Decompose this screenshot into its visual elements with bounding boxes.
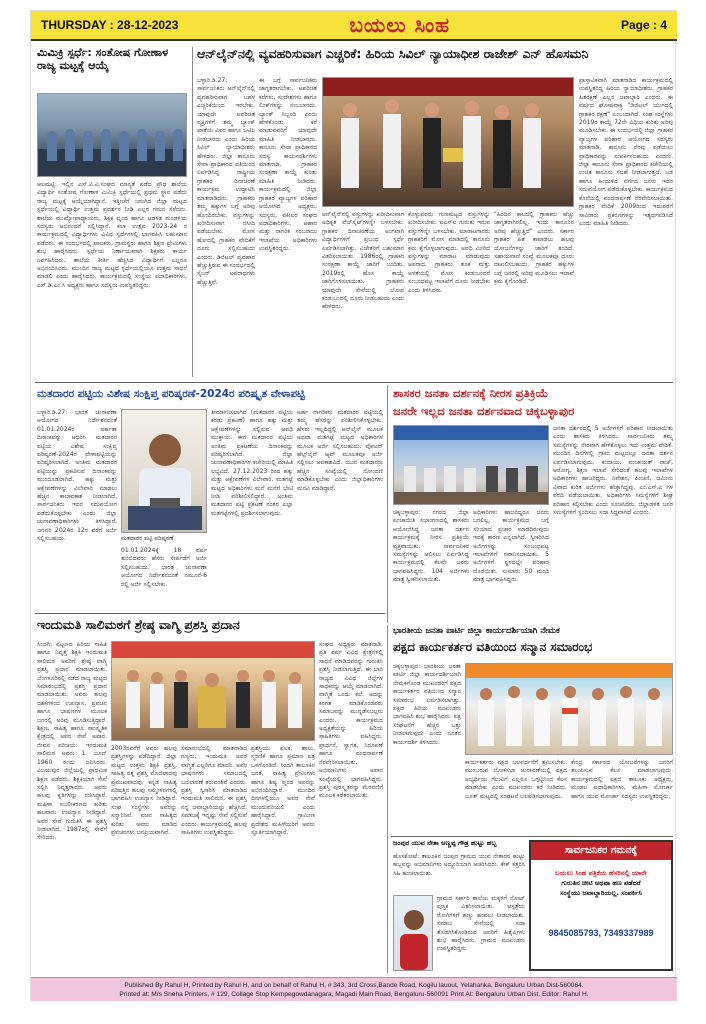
article-6-headline-2: ಪಕ್ಷದ ಕಾರ್ಯಕರ್ತರ ವತಿಯಿಂದ ಸನ್ಮಾನ ಸಮಾರಂಭ bbox=[393, 641, 593, 654]
article-5-body-col3: ಸಮಾರಂಭದಲ್ಲಿ ಮಾತನಾಡಿದ ಗಣ್ಯರು, ಇಂದುಮತಿ ಅವರ ವಾಗ್ಮಿತೆ ಎಲ್ಲರಿಗೂ ಮಾದರಿ. ಅವರ ಭಾಷಣಗಳು ಸಮಾಜದಲ್ಲಿ ಬದಲಾವಣೆ ತರುವಂತಿವೆ ಎಂದರು. ಪ್ರಶಸ್ತಿ ಸ್ವೀಕರಿಸಿ ಮಾತನಾಡಿದ ಇಂದುಮತಿ ಸಾಲಿಮಠ, ಈ ಪ್ರಶಸ್ತಿ ನನ್ನ ಜವಾಬ್ದಾರಿಯನ್ನು ಹೆಚ್ಚಿಸಿದೆ. ಸಮಾಜಕ್ಕೆ ಇನ್ನಷ್ಟು ಸೇವೆ ಸಲ್ಲಿಸುವೆ ಎಂದರು. ಕಾರ್ಯಕ್ರಮದಲ್ಲಿ ಹಲವು ಸಾಹಿತಿಗಳು ಉಪಸ್ಥಿತರಿದ್ದರು. bbox=[181, 745, 247, 837]
article-7-body-bottom: ಗ್ರಾಮದ ಸರ್ಕಾರಿ ಶಾಲೆಯ ಮಕ್ಕಳಿಗೆ ನೋಟ್ ಪುಸ್ತಕ ವಿತರಿಸಲಾಯಿತು. ಆಸ್ಪತ್ರೆಯ ರೋಗಿಗಳಿಗೆ ಹಣ್ಣು ಹಂಪಲು ನೀಡಲಾಯಿತು. ಸಮಾಜ ಸೇವೆಯಲ್ಲಿ ಸದಾ ತೊಡಗಿಸಿಕೊಂಡಿರುವ ಅವರಿಗೆ ಹಿತೈಷಿಗಳು ಶುಭ ಹಾರೈಸಿದರು. ಗ್ರಾಮದ ಮುಖಂಡರು ಉಪಸ್ಥಿತರಿದ್ದರು. bbox=[437, 895, 525, 953]
newspaper-page bbox=[30, 10, 676, 1000]
article-6-body-col3: ಕೇಂದ್ರ ಸರ್ಕಾರದ ಯೋಜನೆಗಳನ್ನು ಜನರಿಗೆ ತಲುಪಿಸುವ ಕೆಲಸ ಮಾಡಲಾಗುವುದು. ಕಾರ್ಯಕ್ರಮದಲ್ಲಿ ಪಕ್ಷದ ತಾಲೂಕು ಅಧ್ಯಕ್ಷರು, ಮಂಡಲ ಪದಾಧಿಕಾರಿಗಳು, ಮಹಿಳಾ ಮೋರ್ಚಾ ಹಾಗೂ ಯುವ ಮೋರ್ಚಾ ಸದಸ್ಯರು ಉಪಸ್ಥಿತರಿದ್ದರು. bbox=[571, 759, 673, 800]
official-portrait bbox=[122, 410, 207, 533]
article-7-body-top: ಹೊಸಕೋಟೆ: ತಾಲೂಕಿನ ಜಂಪುರ ಗ್ರಾಮದ ಯುವ ನೇತಾರರ ಹುಟ್ಟು ಹಬ್ಬವನ್ನು ಅಭಿಮಾನಿಗಳು ಅದ್ದೂರಿಯಾಗಿ ಆಚರಿಸಿದರು. ಕೇಕ್ ಕತ್ತರಿಸಿ ಸಿಹಿ ಹಂಚಲಾಯಿತು. bbox=[393, 853, 525, 877]
article-5-body-col4: ಪ್ರಶಸ್ತಿಯು ಫಲಕ, ಶಾಲು, ಸ್ಮರಣಿಕೆ ಹಾಗೂ ಪ್ರಮಾಣ ಪತ್ರ ಒಳಗೊಂಡಿದೆ. ಸಿಂದಗಿ ತಾಲೂಕಿನ ಜನತೆ, ಸಾಹಿತ್ಯ ಪ್ರೇಮಿಗಳು ಹಾಗೂ ಶಿಷ್ಯ ವೃಂದ ಅವರನ್ನು ಅಭಿನಂದಿಸಿದ್ದಾರೆ. ಮುಂದಿನ ದಿನಗಳಲ್ಲಿಯೂ ಅವರ ಸೇವೆ ಮುಂದುವರಿಯಲಿ ಎಂದು ಹಾರೈಸಿದ್ದಾರೆ. ಗ್ರಾಮೀಣ ಪ್ರದೇಶದ ಮಹಿಳೆಯರಿಗೆ ಅವರು ಸ್ಫೂರ್ತಿಯಾಗಿದ್ದಾರೆ. bbox=[251, 745, 315, 837]
felicitation-photo bbox=[466, 664, 673, 755]
newspaper-title: ಬಯಲು ಸಿಂಹ bbox=[349, 13, 450, 37]
person-portrait-icon bbox=[394, 896, 433, 971]
section-rule bbox=[35, 613, 385, 614]
article-5-body-col1: ಸಿಂದಗಿ: ಪಟ್ಟಣದ ಹಿರಿಯ ಸಾಹಿತಿ ಹಾಗೂ ನಿವೃತ್ತ ಶಿಕ್ಷಕಿ ಇಂದುಮತಿ ಸಾಲಿಮಠ ಅವರಿಗೆ ಶ್ರೇಷ್ಠ ವಾಗ್ಮಿ ಪ್ರಶಸ್ತಿ ಪ್ರದಾನ ಮಾಡಲಾಯಿತು. ಬೆಂಗಳೂರಿನಲ್ಲಿ ನಡೆದ ರಾಜ್ಯ ಮಟ್ಟದ ಸಮಾರಂಭದಲ್ಲಿ ಪ್ರಶಸ್ತಿ ಪ್ರದಾನ ಮಾಡಲಾಯಿತು. ಅವರು ಹಲವು ದಶಕಗಳಿಂದ ಉಪನ್ಯಾಸ, ಪ್ರವಚನ ಹಾಗೂ ಭಾಷಣಗಳ ಮೂಲಕ ಜನರಲ್ಲಿ ಅರಿವು ಮೂಡಿಸುತ್ತಿದ್ದಾರೆ. ಶಿಕ್ಷಣ, ಸಾಹಿತ್ಯ ಹಾಗೂ ಸಾಂಸ್ಕೃತಿಕ ಕ್ಷೇತ್ರದಲ್ಲಿ ಅವರ ಸೇವೆ ಅಪಾರ. ಜೀವನ ಪರಿಚಯ: ಇಂದುಮತಿ ಸಾಲಿಮಠ ಅವರು 1. ಜೂನ್ 1960 ರಂದು ಜನಿಸಿದರು. ವಿಜಯಪುರ ಜಿಲ್ಲೆಯಲ್ಲಿ ಪ್ರಾಥಮಿಕ ಶಿಕ್ಷಣ ಪಡೆದರು. ಶಿಕ್ಷಕಿಯಾಗಿ ಸೇವೆ ಸಲ್ಲಿಸಿ ನಿವೃತ್ತರಾದರು. ಅವರು ಹಲವು ಕೃತಿಗಳನ್ನು ರಚಿಸಿದ್ದಾರೆ. ಮಹಿಳಾ ಸಬಲೀಕರಣದ ಕುರಿತು ಹಲವಾರು ಉಪನ್ಯಾಸ ನೀಡಿದ್ದಾರೆ. ಅವರ ಸೇವೆ ಗುರುತಿಸಿ ಈ ಪ್ರಶಸ್ತಿ ನೀಡಲಾಗಿದೆ. 1987ರಲ್ಲಿ ಸೇವೆಗೆ ಸೇರಿದರು. bbox=[37, 641, 107, 842]
article-4-body-col3: ಜನತಾ ದರ್ಶನದಲ್ಲಿ 5 ಅರ್ಜಿಗಳಿಗೆ ಪರಿಹಾರ ನೀಡಲಾಯಿತು ಎಂದು ಶಾಸಕರು ತಿಳಿಸಿದರು. ಸಾರ್ವಜನಿಕರು ತಮ್ಮ ಸಮಸ್ಯೆಗಳನ್ನು ನೇರವಾಗಿ ಹೇಳಿಕೊಳ್ಳಲು ಇದು ಉತ್ತಮ ವೇದಿಕೆ. ಮುಂದಿನ ದಿನಗಳಲ್ಲಿ ಗ್ರಾಮ ಮಟ್ಟದಲ್ಲೂ ಜನತಾ ದರ್ಶನ ಏರ್ಪಡಿಸಲಾಗುವುದು. ಕಂದಾಯ, ಪಂಚಾಯತ್ ರಾಜ್, ಆರೋಗ್ಯ, ಶಿಕ್ಷಣ ಇಲಾಖೆ ಸೇರಿದಂತೆ ಹಲವು ಇಲಾಖೆಗಳ ಅಧಿಕಾರಿಗಳು ಹಾಜರಿದ್ದರು. ನಿವೇಶನ, ಪಿಂಚಣಿ, ಜಮೀನು ವಿವಾದ ಕುರಿತ ಅರ್ಜಿಗಳು ಹೆಚ್ಚಾಗಿದ್ದವು. ಎಂ.ಎಸ್.ಎ ಗಳ ವರದಿ ಪಡೆಯಲಾಯಿತು. ಅಧಿಕಾರಿಗಳು ಸಮಸ್ಯೆಗಳಿಗೆ ಶೀಘ್ರ ಪರಿಹಾರ ಕಲ್ಪಿಸಬೇಕು ಎಂದು ಸೂಚಿಸಿದರು. ಜಿಲ್ಲಾಡಳಿತ ಜನರ ಸಮಸ್ಯೆಗಳಿಗೆ ಸ್ಪಂದಿಸಲು ಸದಾ ಸಿದ್ಧವಾಗಿದೆ ಎಂದರು. bbox=[553, 425, 673, 517]
article-4-body-col2: ಅಧಿಕಾರಿಗಳು ಹಾಜರಿದ್ದರೂ ಜನರು ಬರಲಿಲ್ಲ. ಕಾರ್ಯಕ್ರಮದ ಬಗ್ಗೆ ಸರಿಯಾದ ಪ್ರಚಾರ ಮಾಡದಿರುವುದು ಇದಕ್ಕೆ ಕಾರಣ ಎನ್ನಲಾಗಿದೆ. ಸ್ವೀಕರಿಸಿದ ಅರ್ಜಿಗಳನ್ನು ಸಂಬಂಧಪಟ್ಟ ಇಲಾಖೆಗಳಿಗೆ ರವಾನಿಸಲಾಯಿತು. 5 ಅರ್ಜಿಗಳಿಗೆ ಸ್ಥಳದಲ್ಲೇ ಪರಿಹಾರ ದೊರೆಯಿತು. ಸುಮಾರು 50 ಮಂದಿ ಮಾತ್ರ ಭಾಗವಹಿಸಿದ್ದರು. bbox=[473, 509, 549, 584]
article-1-photo bbox=[37, 93, 187, 177]
article-2-photo bbox=[322, 77, 574, 207]
section-rule bbox=[35, 382, 673, 383]
article-6-headline-1: ಭಾರತೀಯ ಜನತಾ ಪಾರ್ಟಿ ಜಿಲ್ಲಾ ಕಾರ್ಯದರ್ಶಿಯಾಗಿ ನೇಮಕ bbox=[393, 627, 560, 636]
public-meeting-photo bbox=[394, 426, 549, 505]
ceremony-photo-figures bbox=[323, 78, 574, 207]
column-divider bbox=[192, 47, 193, 377]
group-photo-figures bbox=[38, 94, 187, 177]
article-3-photo-caption: ಮತದಾರರ ಪಟ್ಟಿ ಪರಿಷ್ಕರಣೆ bbox=[121, 535, 174, 542]
imprint-line-1: Published By Rahul H, Printed by Rahul H, and on behalf of Rahul H, # 343, 3rd Cross,Bande Road, Kogilu lauout, Yelahanka, Bengaluru Urban Dist-560064. bbox=[124, 982, 584, 989]
article-4-headline-2: ಜನರೇ ಇಲ್ಲದ ಜನತಾ ದರ್ಶನವಾದ ಚಿಕ್ಕಬಳ್ಳಾಪುರ bbox=[393, 405, 575, 418]
article-4-photo bbox=[393, 425, 549, 505]
page-number: Page : 4 bbox=[620, 18, 667, 32]
article-7-portrait bbox=[393, 895, 433, 971]
article-2-body-col4: ಕೊಳ್ಳುವವರು ಗುಣಮಟ್ಟದ ವಸ್ತುಗಳನ್ನು ಖರೀದಿಸಬೇಕು. ಐಎಸ್‌ಐ ಗುರುತು ಇರುವ ವಸ್ತುಗಳನ್ನೇ ಬಳಸಬೇಕು. ಮಾರಾಟಗಾರರು ಗ್ರಾಹಕರಿಗೆ ಮೋಸ ಮಾಡಿದಲ್ಲಿ ಕಾನೂನು ಕ್ರಮ ಕೈಗೊಳ್ಳಲಾಗುವುದು. ಅವಧಿ ಮೀರಿದ ವಸ್ತುಗಳನ್ನು ಮಾರಾಟ ಮಾಡುವುದು ಅಪರಾಧ. ಗ್ರಾಹಕರು ತೂಕ ಮತ್ತು ಅಳತೆಯಲ್ಲಿ ಮೋಸ ಕಂಡುಬಂದರೆ ಸಂಬಂಧಪಟ್ಟ ಇಲಾಖೆಗೆ ದೂರು ನೀಡಬೇಕು ಎಂದು ತಿಳಿಸಿದರು. bbox=[408, 211, 490, 294]
ad-line-3: ಸಂಸ್ಥೆಯು ಜವಾಬ್ದಾರಿಯಲ್ಲ. ಸಂಪರ್ಕಿಸಿ bbox=[560, 889, 642, 897]
imprint-footer bbox=[31, 977, 677, 1001]
article-2-body-col6: ಪ್ರಾಸ್ತಾವಿಕವಾಗಿ ಮಾತನಾಡಿದ ಕಾರ್ಯಕ್ರಮದಲ್ಲಿ ಉಪಸ್ಥಿತರಿದ್ದ ಹಿರಿಯ ನ್ಯಾಯಾಧೀಶರು, ಗ್ರಾಹಕರ ಹಿತರಕ್ಷಣೆ ಎಲ್ಲರ ಜವಾಬ್ದಾರಿ ಎಂದರು. ಈ ವರ್ಷದ ಘೋಷವಾಕ್ಯ "ಡಿಜಿಟಲ್ ಯುಗದಲ್ಲಿ ಗ್ರಾಹಕರ ರಕ್ಷಣೆ" ಎಂಬುದಾಗಿದೆ. ಸಂಘ ಸಂಸ್ಥೆಗಳು 2019ರ ಕಾಯ್ದೆ 72ನೇ ವಿಧಿಯ ಕುರಿತು ಅರಿವು ಮೂಡಿಸಬೇಕು. ಈ ಸಂದರ್ಭದಲ್ಲಿ ಜಿಲ್ಲಾ ಗ್ರಾಹಕರ ವ್ಯಾಜ್ಯಗಳ ಪರಿಹಾರ ಆಯೋಗದ ಸದಸ್ಯರು ಮಾತನಾಡಿ, ಕಾನೂನು ನೆರವು ಪಡೆಯಲು ಪ್ರಾಧಿಕಾರವನ್ನು ಸಂಪರ್ಕಿಸಬಹುದು ಎಂದರು. ಜಿಲ್ಲಾ ಕಾನೂನು ಸೇವಾ ಪ್ರಾಧಿಕಾರದ ಕಚೇರಿಯಲ್ಲಿ ಉಚಿತ ಕಾನೂನು ಸಲಹೆ ನೀಡಲಾಗುತ್ತದೆ. ಬಡ ಹಾಗೂ ಹಿಂದುಳಿದ ವರ್ಗದ ಜನರು ಇದರ ಸದುಪಯೋಗ ಪಡೆದುಕೊಳ್ಳಬೇಕು. ಕಾರ್ಯಕ್ರಮದ ಕೊನೆಯಲ್ಲಿ ವಂದನಾರ್ಪಣೆ ನೆರವೇರಿಸಲಾಯಿತು. ಗ್ರಾಹಕರ ವೇದಿಕೆ 2009ರಿಂದ ಇದುವರೆಗೆ ಸಾವಿರಾರು ಪ್ರಕರಣಗಳನ್ನು ಇತ್ಯರ್ಥಪಡಿಸಿದೆ ಎಂದು ಮಾಹಿತಿ ನೀಡಿದರು. bbox=[579, 77, 673, 227]
article-5-headline: ಇಂದುಮತಿ ಸಾಲಿಮಠಗೆ ಶ್ರೇಷ್ಠ ವಾಗ್ಮಿ ಪ್ರಶಸ್ತಿ ಪ್ರದಾನ bbox=[37, 618, 240, 632]
award-ceremony-photo bbox=[112, 642, 315, 741]
article-3-headline: ಮತದಾರರ ಪಟ್ಟಿಯ ವಿಶೇಷ ಸಂಕ್ಷಿಪ್ತ ಪರಿಷ್ಕರಣೆ-2024ರ ಪರಿಷ್ಕೃತ ವೇಳಾಪಟ್ಟಿ bbox=[37, 388, 305, 400]
article-2-body-col1: ಬಳ್ಳಾರಿ.ಡಿ.27: ಸಾರ್ವಜನಿಕರು ಆನ್‌ಲೈನ್‌ನಲ್ಲಿ ವ್ಯವಹರಿಸುವಾಗ ಬಹಳ ಎಚ್ಚರಿಕೆಯಿಂದ ಇರಬೇಕು. ಯಾವುದೇ ಅಪರಿಚಿತ ವ್ಯಕ್ತಿಗಳಿಗೆ ತಮ್ಮ ಬ್ಯಾಂಕ್ ಖಾತೆಯ ವಿವರ ಹಾಗೂ ಒಟಿಪಿ ನೀಡಬಾರದು ಎಂದು ಹಿರಿಯ ಸಿವಿಲ್ ನ್ಯಾಯಾಧೀಶರು ಹೇಳಿದರು. ಜಿಲ್ಲಾ ಕಾನೂನು ಸೇವಾ ಪ್ರಾಧಿಕಾರದ ವತಿಯಿಂದ ಏರ್ಪಡಿಸಿದ್ದ ರಾಷ್ಟ್ರೀಯ ಗ್ರಾಹಕರ ದಿನಾಚರಣೆ ಕಾರ್ಯಕ್ರಮ ಉದ್ಘಾಟಿಸಿ ಮಾತನಾಡಿದರು. ಗ್ರಾಹಕರು ತಮ್ಮ ಹಕ್ಕುಗಳ ಬಗ್ಗೆ ಅರಿವು ಹೊಂದಿರಬೇಕು. ವಸ್ತುಗಳನ್ನು ಖರೀದಿಸುವಾಗ ರಸೀದಿ ಪಡೆಯಬೇಕು. ಮೋಸ ಹೋದಲ್ಲಿ ಗ್ರಾಹಕರ ವೇದಿಕೆಗೆ ದೂರು ಸಲ್ಲಿಸಬಹುದು ಎಂದರು. ಡಿಜಿಟಲ್ ವ್ಯವಹಾರ ಹೆಚ್ಚುತ್ತಿರುವ ಈ ಸಂದರ್ಭದಲ್ಲಿ ಸೈಬರ್ ಅಪರಾಧಗಳು ಹೆಚ್ಚುತ್ತಿವೆ. bbox=[197, 77, 255, 286]
column-divider bbox=[387, 625, 388, 973]
article-3-body-col4: ಅರ್ಹ ನಾಗರಿಕರು ಮತದಾರರ ಪಟ್ಟಿಯಲ್ಲಿ ತಮ್ಮ ಹೆಸರನ್ನು ಪರಿಶೀಲಿಸಿಕೊಳ್ಳಬೇಕು. ಹೆಸರು ಇಲ್ಲದಿದ್ದಲ್ಲಿ ಆನ್‌ಲೈನ್ ಮೂಲಕ ಅಥವಾ ಮತಗಟ್ಟೆ ಮಟ್ಟದ ಅಧಿಕಾರಿಗಳ ಮೂಲಕ ಅರ್ಜಿ ಸಲ್ಲಿಸಬಹುದು. ವೋಟರ್ ಹೆಲ್ಪ್‌ಲೈನ್ ಆ್ಯಪ್ ಮೂಲಕವೂ ಅರ್ಜಿ ಸಲ್ಲಿಸಲು ಅವಕಾಶವಿದೆ. ಯುವ ಮತದಾರರು ಹೆಚ್ಚಿನ ಸಂಖ್ಯೆಯಲ್ಲಿ ನೋಂದಣಿ ಮಾಡಿಕೊಳ್ಳಬೇಕು ಎಂದು ಜಿಲ್ಲಾಧಿಕಾರಿಗಳು ಮನವಿ ಮಾಡಿದ್ದಾರೆ. bbox=[297, 409, 383, 492]
column-divider bbox=[387, 385, 388, 623]
article-4-headline-1: ಶಾಸಕರ ಜನತಾ ದರ್ಶನಕ್ಕೆ ನೀರಸ ಪ್ರತಿಕ್ರಿಯೆ bbox=[393, 387, 549, 400]
article-5-body-col2: 2003ರವರೆಗೆ ಅವರು ಹಲವು ಪ್ರಶಸ್ತಿಗಳನ್ನು ಪಡೆದಿದ್ದಾರೆ. ಜಿಲ್ಲಾ ಮಟ್ಟದ ಉತ್ತಮ ಶಿಕ್ಷಕಿ ಪ್ರಶಸ್ತಿ, ಸಾಹಿತ್ಯ ರತ್ನ ಪ್ರಶಸ್ತಿ ಮೊದಲಾದವು ಪ್ರಮುಖವಾದವು. ಕನ್ನಡ ಸಾಹಿತ್ಯ ಪರಿಷತ್ತಿನ ಹಲವು ಸಮ್ಮೇಳನಗಳಲ್ಲಿ ಭಾಗವಹಿಸಿ ಉಪನ್ಯಾಸ ನೀಡಿದ್ದಾರೆ. ಸಂಘ ಸಂಸ್ಥೆಗಳು ಅವರನ್ನು ಸನ್ಮಾನಿಸಿವೆ. ವಚನ ಸಾಹಿತ್ಯದ ಕುರಿತು ಅವರು ಮಾಡಿದ ಪ್ರವಚನಗಳು ಜನಪ್ರಿಯವಾಗಿವೆ. bbox=[111, 745, 177, 837]
article-2-headline: ಆನ್‌ಲೈನ್‌ನಲ್ಲಿ ವ್ಯವಹರಿಸುವಾಗ ಎಚ್ಚರಿಕೆ: ಹಿರಿಯ ಸಿವಿಲ್ ನ್ಯಾಯಾಧೀಶ ರಾಜೇಶ್ ಎನ್ ಹೊಸಮನಿ bbox=[197, 47, 589, 61]
article-2-body-col2: ಈ ಬಗ್ಗೆ ಸಾರ್ವಜನಿಕರು ಜಾಗೃತರಾಗಬೇಕು. ಅಪರಿಚಿತ ಕರೆಗಳು, ಸಂದೇಶಗಳು ಹಾಗೂ ಲಿಂಕ್‌ಗಳನ್ನು ನಂಬಬಾರದು. ಬ್ಯಾಂಕ್ ಸಿಬ್ಬಂದಿ ಎಂದು ಹೇಳಿಕೊಂಡು ಕರೆ ಮಾಡುವವರಿಗೆ ಯಾವುದೇ ಮಾಹಿತಿ ನೀಡಬಾರದು. ಕಾನೂನು ಸೇವಾ ಪ್ರಾಧಿಕಾರದ ಸದಸ್ಯ ಕಾರ್ಯದರ್ಶಿಗಳು ಮಾತನಾಡಿ, ಗ್ರಾಹಕರ ಸಂರಕ್ಷಣಾ ಕಾಯ್ದೆ ಕುರಿತು ಮಾಹಿತಿ ನೀಡಿದರು. ಕಾರ್ಯಕ್ರಮದಲ್ಲಿ ಜಿಲ್ಲಾ ಗ್ರಾಹಕರ ವ್ಯಾಜ್ಯಗಳ ಪರಿಹಾರ ಆಯೋಗದ ಅಧ್ಯಕ್ಷರು, ಸದಸ್ಯರು, ವಕೀಲರ ಸಂಘದ ಪದಾಧಿಕಾರಿಗಳು, ಆಹಾರ ಮತ್ತು ನಾಗರಿಕ ಸರಬರಾಜು ಇಲಾಖೆಯ ಅಧಿಕಾರಿಗಳು ಉಪಸ್ಥಿತರಿದ್ದರು. bbox=[259, 77, 317, 253]
issue-date: THURSDAY : 28-12-2023 bbox=[41, 18, 179, 32]
article-3-body-col1: ಬಳ್ಳಾರಿ.ಡಿ.27: ಭಾರತ ಚುನಾವಣಾ ಆಯೋಗದ ನಿರ್ದೇಶನದಂತೆ 01.01.2024ರ ಅರ್ಹತಾ ದಿನಾಂಕವನ್ನು ಆಧರಿಸಿ ಮತದಾರರ ಪಟ್ಟಿಯ ವಿಶೇಷ ಸಂಕ್ಷಿಪ್ತ ಪರಿಷ್ಕರಣೆ-2024ರ ವೇಳಾಪಟ್ಟಿಯನ್ನು ಪರಿಷ್ಕರಿಸಲಾಗಿದೆ. ಅಂತಿಮ ಮತದಾರರ ಪಟ್ಟಿಯನ್ನು ಪ್ರಕಟಿಸುವ ದಿನಾಂಕವನ್ನು ಮುಂದೂಡಲಾಗಿದೆ. ಹಕ್ಕು ಮತ್ತು ಆಕ್ಷೇಪಣೆಗಳನ್ನು ವಿಲೇವಾರಿ ಮಾಡಲು ಹೆಚ್ಚಿನ ಕಾಲಾವಕಾಶ ನೀಡಲಾಗಿದೆ. ಸಾರ್ವಜನಿಕರು ಇದರ ಸದುಪಯೋಗ ಪಡೆದುಕೊಳ್ಳಬೇಕು ಎಂದು ಜಿಲ್ಲಾ ಚುನಾವಣಾಧಿಕಾರಿಗಳು ತಿಳಿಸಿದ್ದಾರೆ. ಜನವರಿ 2024ರ 12ರ ವರೆಗೆ ಅರ್ಜಿ ಸಲ್ಲಿಸಬಹುದು. bbox=[37, 409, 117, 543]
article-3-photo bbox=[121, 409, 207, 533]
article-6-body-col1: ಚಿಕ್ಕಬಳ್ಳಾಪುರ: ಭಾರತೀಯ ಜನತಾ ಪಾರ್ಟಿ ಜಿಲ್ಲಾ ಕಾರ್ಯದರ್ಶಿಯಾಗಿ ನೇಮಕಗೊಂಡ ಮುಖಂಡರಿಗೆ ಪಕ್ಷದ ಕಾರ್ಯಕರ್ತರ ವತಿಯಿಂದ ಸನ್ಮಾನ ಸಮಾರಂಭ ಏರ್ಪಡಿಸಲಾಗಿತ್ತು. ಪಕ್ಷದ ಹಿರಿಯ ಮುಖಂಡರು ಭಾಗವಹಿಸಿ ಶುಭ ಹಾರೈಸಿದರು. ಪಕ್ಷ ಸಂಘಟನೆಗೆ ಹೆಚ್ಚಿನ ಒತ್ತು ನೀಡಲಾಗುವುದು ಎಂದು ನೂತನ ಕಾರ್ಯದರ್ಶಿ ತಿಳಿಸಿದರು. bbox=[393, 663, 461, 746]
ad-line-1: ಬಯಲು ಸಿಂಹ ಪತ್ರಿಕೆಯ ಹೆಸರಿನಲ್ಲಿ ಯಾರೇ bbox=[555, 869, 647, 877]
public-notice-ad bbox=[529, 840, 673, 971]
article-4-body-col1: ಚಿಕ್ಕಬಳ್ಳಾಪುರ: ನಗರದ ಜಿಲ್ಲಾ ಪಂಚಾಯಿತಿ ಸಭಾಂಗಣದಲ್ಲಿ ಶಾಸಕರು ಆಯೋಜಿಸಿದ್ದ ಜನತಾ ದರ್ಶನ ಕಾರ್ಯಕ್ರಮಕ್ಕೆ ನೀರಸ ಪ್ರತಿಕ್ರಿಯೆ ವ್ಯಕ್ತವಾಯಿತು. ಸಾರ್ವಜನಿಕರ ಸಮಸ್ಯೆಗಳನ್ನು ಆಲಿಸಲು ಏರ್ಪಡಿಸಿದ್ದ ಕಾರ್ಯಕ್ರಮದಲ್ಲಿ ಕೆಲವೇ ಜನರು ಭಾಗವಹಿಸಿದ್ದರು. 104 ಅರ್ಜಿಗಳು ಮಾತ್ರ ಸ್ವೀಕರಿಸಲಾಯಿತು. bbox=[393, 509, 469, 584]
article-2-body-col3: ಆನ್‌ಲೈನ್‌ನಲ್ಲಿ ವಸ್ತುಗಳನ್ನು ಖರೀದಿಸುವಾಗ ಅಧಿಕೃತ ವೆಬ್‌ಸೈಟ್‌ಗಳನ್ನೇ ಬಳಸಬೇಕು. ಗ್ರಾಹಕರ ದಿನಾಚರಣೆಯ ಅಂಗವಾಗಿ ವಿದ್ಯಾರ್ಥಿಗಳಿಗೆ ಪ್ರಬಂಧ ಸ್ಪರ್ಧೆ ಏರ್ಪಡಿಸಲಾಗಿತ್ತು. ವಿಜೇತರಿಗೆ ಬಹುಮಾನ ವಿತರಿಸಲಾಯಿತು. 1986ರಲ್ಲಿ ಗ್ರಾಹಕರ ಸಂರಕ್ಷಣಾ ಕಾಯ್ದೆ ಜಾರಿಗೆ ಬಂದಿತು. 2019ರಲ್ಲಿ ಹೊಸ ಕಾಯ್ದೆ ಜಾರಿಗೊಳಿಸಲಾಯಿತು. ಗ್ರಾಹಕರು ಯಾವುದೇ ಸೇವೆಯಲ್ಲಿ ಲೋಪ ಕಂಡುಬಂದಲ್ಲಿ ದೂರು ನೀಡಬಹುದು ಎಂದು ಹೇಳಿದರು. bbox=[322, 211, 404, 311]
article-7-headline: ಜಂಪುರ ಯುವ ನೇತಾ ಅಣ್ಣಪ್ಪ ಗೌಡ್ರ ಹುಟ್ಟು ಹಬ್ಬ bbox=[393, 840, 497, 847]
article-6-body-col2: ಕಾರ್ಯಕರ್ತರು ಪಕ್ಷದ ಬಲವರ್ಧನೆಗೆ ಶ್ರಮಿಸಬೇಕು. ಮುಂಬರುವ ಲೋಕಸಭಾ ಚುನಾವಣೆಯಲ್ಲಿ ಪಕ್ಷದ ಅಭ್ಯರ್ಥಿಯ ಗೆಲುವಿಗೆ ಎಲ್ಲರೂ ಒಗ್ಗಟ್ಟಿನಿಂದ ಕೆಲಸ ಮಾಡಬೇಕು ಎಂದು ಮುಖಂಡರು ಕರೆ ನೀಡಿದರು. ಬೂತ್ ಮಟ್ಟದಲ್ಲಿ ಸಂಘಟನೆ ಬಲಪಡಿಸಲಾಗುವುದು. bbox=[465, 759, 567, 800]
article-6-photo bbox=[465, 663, 673, 755]
ad-title: ಸಾರ್ವಜನಿಕರ ಗಮನಕ್ಕೆ bbox=[531, 842, 671, 860]
article-3-body-col3: ತೀರ್ಮಾನಿಸಲಾಗಿದೆ (ಮತದಾರರ ಪಟ್ಟಿಯ ಕರಡು ಪ್ರಕಟಣೆ) ಹಾಗೂ ಹಕ್ಕು ಮತ್ತು ಆಕ್ಷೇಪಣೆಗಳನ್ನು ಸಲ್ಲಿಸುವ ಅವಧಿ ಮುಕ್ತಾಯ. ಈಗ ಮತದಾರರ ಪಟ್ಟಿಯ ಅಂತಿಮ ಪ್ರಕಟಣೆಯ ದಿನಾಂಕವನ್ನು ಪರಿಷ್ಕರಿಸಲಾಗಿದೆ. ಜಿಲ್ಲಾ ಚುನಾವಣಾಧಿಕಾರಿಗಳ ಕಚೇರಿಯಲ್ಲಿ ಮಾಹಿತಿ ಲಭ್ಯವಿದೆ. 27.12.2023 ರಿಂದ ಹಕ್ಕು ಮತ್ತು ಆಕ್ಷೇಪಣೆಗಳ ವಿಲೇವಾರಿ. ಮತಗಟ್ಟೆ ಮಟ್ಟದ ಅಧಿಕಾರಿಗಳು ಮನೆ ಮನೆಗೆ ಭೇಟಿ ನೀಡಿ ಪರಿಶೀಲಿಸಲಿದ್ದಾರೆ. ಅಂತಿಮ ಮತದಾರರ ಪಟ್ಟಿ ಪ್ರಕಟಣೆ ನಂತರ ಎಲ್ಲಾ ಮತಗಟ್ಟೆಗಳಲ್ಲಿ ಪ್ರದರ್ಶಿಸಲಾಗುವುದು. bbox=[211, 409, 293, 517]
imprint-line-2: Printed at: M/s Sneha Printers, # 129, Collage Stop Kempegowdanagara, Magadi Main Road, Bengaluru-560091 Print At: Bengaluru Urban Dist. Editor: Rahul H. bbox=[119, 991, 589, 998]
masthead bbox=[31, 11, 677, 41]
section-rule bbox=[391, 836, 673, 837]
article-1-headline: ಮಿಮಿಕ್ರಿ ಸ್ಪರ್ಧೆ: ಸಂತೋಷ ಗೋಣಾಳ ರಾಜ್ಯ ಮಟ್ಟಕ್ಕೆ ಆಯ್ಕೆ bbox=[37, 47, 169, 72]
article-2-body-col5: "ಹಿಂದಿನ ಕಾಲದಲ್ಲಿ ಗ್ರಾಹಕರು ಹೆಚ್ಚು ಜಾಗೃತರಾಗಿರಲಿಲ್ಲ. ಇಂದು ಕಾನೂನಿನ ಅರಿವು ಹೆಚ್ಚುತ್ತಿದೆ" ಎಂದರು. ಸರ್ಕಾರ ಗ್ರಾಹಕರ ಹಿತ ಕಾಪಾಡಲು ಹಲವು ಯೋಜನೆಗಳನ್ನು ಜಾರಿಗೆ ತಂದಿದೆ. ಸಹಾಯವಾಣಿ ಸಂಖ್ಯೆ ಮೂಲಕವೂ ದೂರು ದಾಖಲಿಸಬಹುದು. ಗ್ರಾಹಕರ ಹಕ್ಕುಗಳ ಬಗ್ಗೆ ಜನರಲ್ಲಿ ಅರಿವು ಮೂಡಿಸಲು ಇಲಾಖೆ ಕ್ರಮ ಕೈಗೊಂಡಿದೆ. bbox=[494, 211, 574, 286]
ad-line-2: ಗುರುತಿನ ಚೀಟಿ ಅಥವಾ ಹಣ ಪಡೆದರೆ bbox=[561, 879, 641, 887]
ad-phone: 9845085793, 7349337989 bbox=[548, 928, 654, 938]
article-5-body-col5: ಸಂಘದ ಅಧ್ಯಕ್ಷರು ಮಾತನಾಡಿ, ಪ್ರತಿ ವರ್ಷ ವಿವಿಧ ಕ್ಷೇತ್ರಗಳಲ್ಲಿ ಸಾಧನೆ ಮಾಡಿದವರನ್ನು ಗುರುತಿಸಿ ಪ್ರಶಸ್ತಿ ನೀಡಲಾಗುತ್ತಿದೆ. ಈ ಬಾರಿ ರಾಜ್ಯದ ವಿವಿಧ ಜಿಲ್ಲೆಗಳ ಸಾಧಕರನ್ನು ಆಯ್ಕೆ ಮಾಡಲಾಗಿದೆ. ವಾಗ್ಮಿತೆ ಒಂದು ಕಲೆ. ಅದನ್ನು ಕರಗತ ಮಾಡಿಕೊಂಡವರು ಸಮಾಜವನ್ನು ಮುನ್ನಡೆಸಬಲ್ಲರು ಎಂದರು. ಕಾರ್ಯಕ್ರಮದ ಅಧ್ಯಕ್ಷತೆಯನ್ನು ಹಿರಿಯ ಸಾಹಿತಿಗಳು ವಹಿಸಿದ್ದರು. ಪ್ರಾರ್ಥನೆ, ಸ್ವಾಗತ, ನಿರೂಪಣೆ ಹಾಗೂ ವಂದನಾರ್ಪಣೆ ನೆರವೇರಿಸಲಾಯಿತು. ಅಭಿಮಾನಿಗಳು ಅಪಾರ ಸಂಖ್ಯೆಯಲ್ಲಿ ಭಾಗವಹಿಸಿದ್ದರು. ಪ್ರಶಸ್ತಿ ಪುರಸ್ಕೃತರನ್ನು ಮೆರವಣಿಗೆ ಮೂಲಕ ಕರೆತರಲಾಯಿತು. bbox=[319, 641, 383, 800]
article-5-photo bbox=[111, 641, 315, 741]
article-1-body: ಆಲಮಟ್ಟಿ: ಇಲ್ಲಿನ ಎಸ್.ವಿ.ವಿ.ಸಂಘದ ಮಾನ್ಯತೆ ಪಡೆದ ಪ್ರೌಢ ಶಾಲೆಯ ವಿದ್ಯಾರ್ಥಿ ಸಂತೋಷ ಗೋಣಾಳ ಮಿಮಿಕ್ರಿ ಸ್ಪರ್ಧೆಯಲ್ಲಿ ಪ್ರಥಮ ಸ್ಥಾನ ಪಡೆದು ರಾಜ್ಯ ಮಟ್ಟಕ್ಕೆ ಆಯ್ಕೆಯಾಗಿದ್ದಾನೆ. ಇತ್ತೀಚೆಗೆ ಜರುಗಿದ ಜಿಲ್ಲಾ ಮಟ್ಟದ ಸ್ಪರ್ಧೆಯಲ್ಲಿ ವಿದ್ಯಾರ್ಥಿ ಉತ್ತಮ ಪ್ರದರ್ಶನ ನೀಡಿ ಎಲ್ಲರ ಗಮನ ಸೆಳೆದನು. ಶಾಲೆಯ ಮುಖ್ಯೋಪಾಧ್ಯಾಯರು, ಶಿಕ್ಷಕ ವೃಂದ ಹಾಗೂ ಆಡಳಿತ ಮಂಡಳಿಯ ಸದಸ್ಯರು ಅಭಿನಂದನೆ ಸಲ್ಲಿಸಿದ್ದಾರೆ. ಕಲಾ ಉತ್ಸವ 2023-24 ರ ಕಾರ್ಯಕ್ರಮದಲ್ಲಿ ವಿದ್ಯಾರ್ಥಿಗಳು ವಿವಿಧ ಸ್ಪರ್ಧೆಗಳಲ್ಲಿ ಭಾಗವಹಿಸಿ ಬಹುಮಾನ ಪಡೆದರು. ಈ ಸಂದರ್ಭದಲ್ಲಿ ಪಾಲಕರು, ಗ್ರಾಮಸ್ಥರು ಹಾಗೂ ಶಿಕ್ಷಣ ಪ್ರೇಮಿಗಳು ಶುಭ ಹಾರೈಸಿದರು. ಸ್ಪರ್ಧೆಯ ನಿರ್ಣಾಯಕರಾಗಿ ಶಿಕ್ಷಕರು ಕಾರ್ಯ ನಿರ್ವಹಿಸಿದರು. ಶಾಲೆಯ ಕೀರ್ತಿ ಹೆಚ್ಚಿಸಿದ ವಿದ್ಯಾರ್ಥಿಗೆ ಎಲ್ಲರೂ ಅಭಿನಂದಿಸಿದರು. ಮುಂದಿನ ರಾಜ್ಯ ಮಟ್ಟದ ಸ್ಪರ್ಧೆಯಲ್ಲಿಯೂ ಉತ್ತಮ ಸಾಧನೆ ಮಾಡಲಿ ಎಂದು ಹಾರೈಸಿದರು. ಕಾರ್ಯಕ್ರಮದಲ್ಲಿ ಸಂಸ್ಥೆಯ ಪದಾಧಿಕಾರಿಗಳು, ಎಸ್.ಡಿ.ಎಂ.ಸಿ ಅಧ್ಯಕ್ಷರು ಹಾಗೂ ಸದಸ್ಯರು ಉಪಸ್ಥಿತರಿದ್ದರು. bbox=[37, 181, 187, 289]
article-3-body-col2: 01.01.2024ಕ್ಕೆ 18 ವರ್ಷ ತುಂಬಿದವರು ಹೆಸರು ಸೇರ್ಪಡೆಗೆ ಅರ್ಜಿ ಸಲ್ಲಿಸಬಹುದು. ಭಾರತ ಚುನಾವಣಾ ಆಯೋಗದ ನಿರ್ದೇಶನದಂತೆ ನಮೂನೆ-6 ರಲ್ಲಿ ಅರ್ಜಿ ಸಲ್ಲಿಸಬೇಕು. bbox=[121, 547, 207, 588]
